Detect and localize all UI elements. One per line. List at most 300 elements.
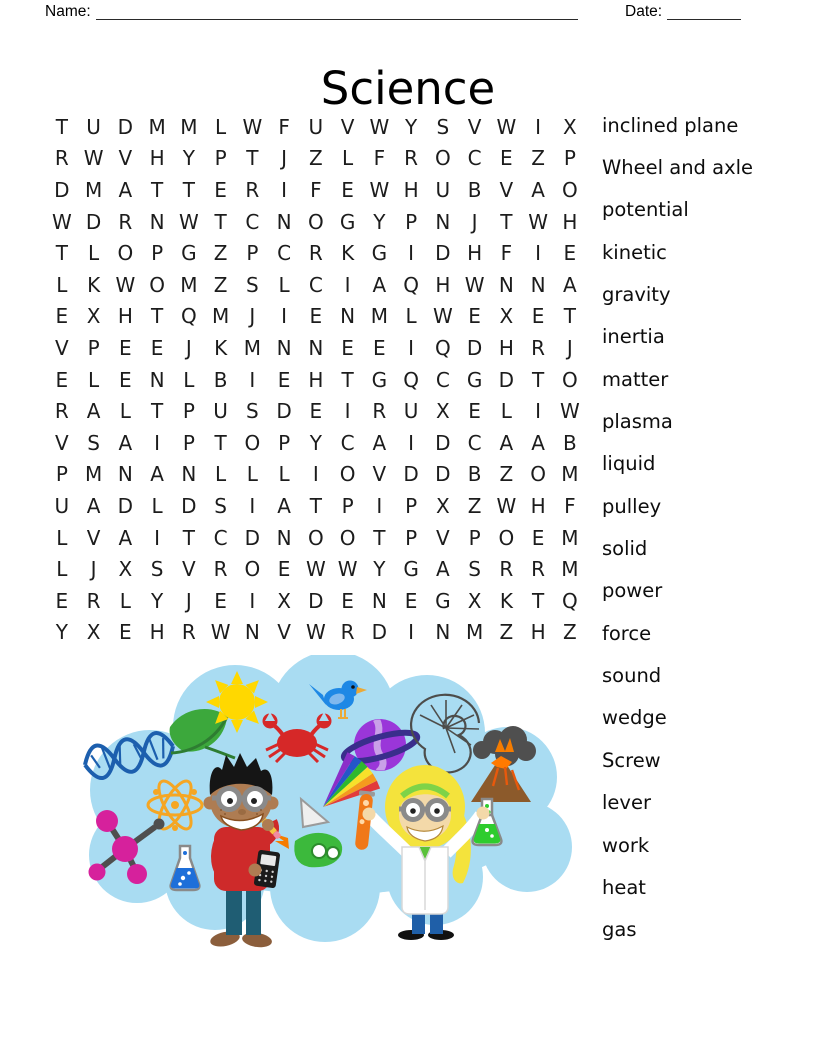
grid-letter[interactable]: R — [86, 588, 101, 613]
grid-letter[interactable]: N — [371, 588, 387, 613]
grid-letter[interactable]: J — [185, 335, 192, 360]
grid-letter[interactable]: V — [372, 462, 387, 487]
grid-letter[interactable]: L — [278, 272, 290, 297]
grid-letter[interactable]: E — [341, 588, 354, 613]
grid-letter[interactable]: M — [465, 620, 484, 645]
grid-letter[interactable]: I — [408, 620, 415, 645]
word-list-item: pulley — [602, 494, 662, 518]
grid-letter[interactable]: I — [376, 493, 383, 518]
grid-letter[interactable]: T — [151, 177, 164, 202]
grid-letter[interactable]: W — [337, 557, 358, 582]
grid-letter[interactable]: L — [119, 588, 131, 613]
grid-letter[interactable]: X — [436, 493, 450, 518]
grid-letter[interactable]: N — [435, 620, 451, 645]
grid-letter[interactable]: H — [308, 367, 324, 392]
grid-letter[interactable]: T — [246, 146, 259, 171]
grid-letter[interactable]: M — [561, 525, 579, 550]
grid-letter[interactable]: H — [149, 620, 165, 645]
grid-letter[interactable]: T — [341, 367, 354, 392]
grid-letter[interactable]: X — [118, 557, 133, 582]
grid-letter[interactable]: G — [371, 367, 388, 392]
grid-letter[interactable]: E — [309, 399, 323, 424]
grid-letter[interactable]: C — [213, 525, 228, 550]
grid-letter[interactable]: M — [211, 304, 230, 329]
grid-letter[interactable]: I — [408, 430, 415, 455]
grid-letter[interactable]: D — [466, 335, 483, 360]
grid-letter[interactable]: Z — [309, 146, 323, 171]
grid-letter[interactable]: I — [249, 493, 256, 518]
grid-letter[interactable]: W — [115, 272, 136, 297]
grid-letter[interactable]: H — [149, 146, 165, 171]
grid-letter[interactable]: G — [371, 241, 388, 266]
grid-letter[interactable]: W — [83, 146, 104, 171]
grid-letter[interactable]: J — [185, 588, 192, 613]
grid-letter[interactable]: F — [278, 114, 290, 139]
grid-letter[interactable]: C — [467, 146, 482, 171]
grid-letter[interactable]: N — [308, 335, 324, 360]
grid-letter[interactable]: R — [308, 241, 323, 266]
grid-letter[interactable]: B — [563, 430, 577, 455]
grid-letter[interactable]: G — [435, 588, 451, 613]
grid-letter[interactable]: X — [86, 620, 101, 645]
grid-letter[interactable]: E — [531, 525, 545, 550]
grid-letter[interactable]: E — [277, 557, 291, 582]
grid-letter[interactable]: I — [535, 241, 542, 266]
grid-letter[interactable]: J — [281, 146, 288, 171]
grid-letter[interactable]: R — [54, 146, 69, 171]
grid-letter[interactable]: H — [435, 272, 451, 297]
grid-letter[interactable]: X — [563, 114, 577, 139]
grid-letter[interactable]: V — [86, 525, 101, 550]
grid-letter[interactable]: V — [467, 114, 482, 139]
grid-letter[interactable]: W — [528, 209, 549, 234]
grid-letter[interactable]: O — [149, 272, 165, 297]
grid-letter[interactable]: D — [54, 177, 70, 202]
grid-letter[interactable]: W — [464, 272, 485, 297]
grid-letter[interactable]: C — [340, 430, 355, 455]
grid-letter[interactable]: T — [55, 114, 68, 139]
grid-letter[interactable]: K — [341, 241, 355, 266]
grid-letter[interactable]: R — [245, 177, 260, 202]
grid-letter[interactable]: Y — [309, 430, 322, 455]
grid-letter[interactable]: E — [150, 335, 164, 360]
grid-letter[interactable]: I — [408, 241, 415, 266]
grid-letter[interactable]: E — [277, 367, 291, 392]
grid-letter[interactable]: D — [403, 462, 419, 487]
grid-letter[interactable]: M — [180, 114, 198, 139]
grid-letter[interactable]: O — [244, 430, 261, 455]
grid-letter[interactable]: R — [181, 620, 196, 645]
grid-letter[interactable]: Y — [182, 146, 195, 171]
grid-letter[interactable]: Q — [181, 304, 197, 329]
grid-letter[interactable]: T — [151, 304, 164, 329]
grid-letter[interactable]: Y — [373, 209, 386, 234]
grid-letter[interactable]: S — [150, 557, 164, 582]
grid-letter[interactable]: O — [308, 525, 324, 550]
grid-letter[interactable]: T — [532, 588, 545, 613]
grid-letter[interactable]: L — [278, 462, 290, 487]
grid-letter[interactable]: V — [277, 620, 291, 645]
grid-letter[interactable]: I — [535, 399, 542, 424]
grid-letter[interactable]: X — [86, 304, 101, 329]
grid-letter[interactable]: U — [435, 177, 451, 202]
grid-letter[interactable]: A — [372, 430, 387, 455]
grid-letter[interactable]: E — [214, 177, 227, 202]
grid-letter[interactable]: L — [56, 557, 68, 582]
grid-letter[interactable]: L — [405, 304, 417, 329]
grid-letter[interactable]: Q — [403, 272, 419, 297]
grid-letter[interactable]: N — [181, 462, 197, 487]
grid-letter[interactable]: S — [87, 430, 100, 455]
grid-letter[interactable]: W — [496, 114, 517, 139]
grid-letter[interactable]: C — [277, 241, 292, 266]
grid-letter[interactable]: V — [182, 557, 196, 582]
grid-letter[interactable]: U — [403, 399, 419, 424]
grid-letter[interactable]: T — [309, 493, 322, 518]
grid-letter[interactable]: G — [339, 209, 356, 234]
grid-letter[interactable]: N — [244, 620, 260, 645]
grid-letter[interactable]: M — [243, 335, 261, 360]
grid-letter[interactable]: D — [244, 525, 261, 550]
grid-letter[interactable]: O — [117, 241, 134, 266]
grid-letter[interactable]: L — [500, 399, 512, 424]
grid-letter[interactable]: E — [468, 304, 481, 329]
grid-letter[interactable]: K — [87, 272, 101, 297]
grid-letter[interactable]: H — [562, 209, 578, 234]
grid-letter[interactable]: T — [182, 525, 195, 550]
grid-letter[interactable]: X — [467, 588, 482, 613]
grid-letter[interactable]: D — [276, 399, 292, 424]
grid-letter[interactable]: H — [530, 620, 546, 645]
grid-letter[interactable]: P — [468, 525, 481, 550]
grid-letter[interactable]: A — [118, 430, 133, 455]
grid-letter[interactable]: N — [276, 335, 292, 360]
word-list-item: work — [602, 833, 650, 857]
grid-letter[interactable]: Z — [563, 620, 577, 645]
grid-letter[interactable]: B — [213, 367, 228, 392]
grid-letter[interactable]: F — [500, 241, 513, 266]
grid-letter[interactable]: W — [369, 177, 390, 202]
grid-letter[interactable]: X — [277, 588, 291, 613]
grid-letter[interactable]: E — [55, 367, 69, 392]
grid-letter[interactable]: T — [214, 209, 227, 234]
grid-letter[interactable]: N — [117, 462, 133, 487]
grid-letter[interactable]: M — [148, 114, 166, 139]
grid-letter[interactable]: G — [466, 367, 483, 392]
date-input-line[interactable] — [667, 2, 741, 20]
grid-letter[interactable]: K — [214, 335, 228, 360]
grid-letter[interactable]: P — [563, 146, 576, 171]
grid-letter[interactable]: Q — [562, 588, 578, 613]
grid-letter[interactable]: O — [339, 462, 356, 487]
grid-letter[interactable]: Q — [435, 335, 451, 360]
grid-letter[interactable]: R — [54, 399, 69, 424]
name-label: Name: — [45, 3, 91, 20]
grid-letter[interactable]: D — [117, 114, 134, 139]
grid-letter[interactable]: L — [151, 493, 163, 518]
grid-letter[interactable]: A — [277, 493, 291, 518]
grid-letter[interactable]: E — [214, 588, 227, 613]
grid-letter[interactable]: L — [88, 367, 100, 392]
grid-letter[interactable]: N — [340, 304, 356, 329]
grid-letter[interactable]: A — [86, 399, 101, 424]
grid-letter[interactable]: C — [435, 367, 450, 392]
grid-letter[interactable]: R — [499, 557, 514, 582]
grid-letter[interactable]: C — [308, 272, 323, 297]
grid-letter[interactable]: E — [341, 335, 354, 360]
grid-letter[interactable]: D — [371, 620, 388, 645]
grid-letter[interactable]: V — [436, 525, 450, 550]
grid-letter[interactable]: R — [404, 146, 419, 171]
grid-letter[interactable]: U — [54, 493, 70, 518]
grid-letter[interactable]: E — [500, 146, 513, 171]
grid-letter[interactable]: I — [408, 335, 415, 360]
grid-letter[interactable]: T — [532, 367, 545, 392]
grid-letter[interactable]: J — [249, 304, 256, 329]
grid-letter[interactable]: W — [496, 493, 517, 518]
grid-letter[interactable]: D — [117, 493, 134, 518]
grid-letter[interactable]: W — [178, 209, 199, 234]
grid-letter[interactable]: S — [468, 557, 481, 582]
grid-letter[interactable]: H — [498, 335, 514, 360]
grid-letter[interactable]: Z — [467, 493, 482, 518]
grid-letter[interactable]: W — [369, 114, 390, 139]
grid-letter[interactable]: A — [372, 272, 387, 297]
grid-letter[interactable]: I — [344, 272, 351, 297]
grid-letter[interactable]: T — [373, 525, 386, 550]
science-illustration — [75, 655, 575, 970]
grid-letter[interactable]: P — [55, 462, 68, 487]
word-search-grid[interactable] — [46, 111, 586, 648]
grid-letter[interactable]: E — [563, 241, 577, 266]
grid-letter[interactable]: E — [119, 620, 132, 645]
grid-letter[interactable]: J — [90, 557, 97, 582]
grid-letter[interactable]: P — [278, 430, 291, 455]
grid-letter[interactable]: E — [119, 367, 132, 392]
grid-letter[interactable]: P — [405, 209, 418, 234]
grid-letter[interactable]: O — [562, 367, 578, 392]
grid-letter[interactable]: O — [244, 557, 261, 582]
grid-letter[interactable]: L — [88, 241, 100, 266]
grid-letter[interactable]: Z — [499, 462, 514, 487]
grid-letter[interactable]: W — [305, 620, 326, 645]
grid-letter[interactable]: S — [246, 272, 259, 297]
grid-letter[interactable]: F — [373, 146, 386, 171]
grid-letter[interactable]: E — [531, 304, 545, 329]
grid-letter[interactable]: N — [149, 367, 165, 392]
grid-letter[interactable]: M — [180, 272, 198, 297]
grid-letter[interactable]: O — [435, 146, 451, 171]
grid-letter[interactable]: I — [344, 399, 351, 424]
grid-letter[interactable]: L — [119, 399, 131, 424]
grid-letter[interactable]: D — [435, 462, 451, 487]
grid-letter[interactable]: U — [308, 114, 324, 139]
grid-letter[interactable]: T — [214, 430, 227, 455]
grid-letter[interactable]: Y — [55, 620, 68, 645]
grid-letter[interactable]: H — [403, 177, 419, 202]
grid-letter[interactable]: D — [181, 493, 197, 518]
grid-letter[interactable]: L — [183, 367, 195, 392]
grid-letter[interactable]: Y — [373, 557, 386, 582]
grid-letter[interactable]: A — [499, 430, 514, 455]
grid-letter[interactable]: A — [563, 272, 577, 297]
grid-letter[interactable]: L — [215, 114, 227, 139]
grid-letter[interactable]: R — [340, 620, 355, 645]
grid-letter[interactable]: T — [500, 209, 513, 234]
grid-letter[interactable]: E — [55, 588, 69, 613]
grid-letter[interactable]: P — [246, 241, 259, 266]
grid-letter[interactable]: N — [435, 209, 451, 234]
puzzle-title: Science — [320, 62, 496, 116]
grid-letter[interactable]: I — [281, 304, 288, 329]
grid-letter[interactable]: W — [305, 557, 326, 582]
grid-letter[interactable]: H — [467, 241, 483, 266]
grid-letter[interactable]: L — [342, 146, 354, 171]
grid-letter[interactable]: Y — [151, 588, 164, 613]
grid-letter[interactable]: V — [499, 177, 514, 202]
grid-letter[interactable]: A — [531, 177, 545, 202]
grid-letter[interactable]: A — [531, 430, 545, 455]
grid-letter[interactable]: Z — [213, 272, 228, 297]
grid-letter[interactable]: V — [55, 430, 69, 455]
grid-letter[interactable]: D — [435, 241, 451, 266]
grid-letter[interactable]: F — [564, 493, 576, 518]
grid-letter[interactable]: T — [563, 304, 576, 329]
grid-letter[interactable]: R — [372, 399, 387, 424]
grid-letter[interactable]: O — [308, 209, 324, 234]
grid-letter[interactable]: P — [214, 146, 227, 171]
grid-letter[interactable]: D — [85, 209, 102, 234]
grid-letter[interactable]: O — [530, 462, 546, 487]
grid-letter[interactable]: W — [559, 399, 580, 424]
grid-letter[interactable]: M — [561, 462, 579, 487]
grid-letter[interactable]: E — [341, 177, 354, 202]
grid-letter[interactable]: C — [467, 430, 482, 455]
grid-letter[interactable]: I — [281, 177, 288, 202]
grid-letter[interactable]: G — [403, 557, 419, 582]
grid-letter[interactable]: P — [341, 493, 354, 518]
grid-letter[interactable]: W — [210, 620, 231, 645]
grid-letter[interactable]: P — [182, 430, 195, 455]
grid-letter[interactable]: A — [86, 493, 101, 518]
grid-letter[interactable]: I — [312, 462, 319, 487]
grid-letter[interactable]: B — [467, 462, 482, 487]
grid-letter[interactable]: W — [432, 304, 453, 329]
grid-letter[interactable]: P — [182, 399, 195, 424]
grid-letter[interactable]: J — [471, 209, 478, 234]
grid-letter[interactable]: M — [84, 462, 103, 487]
grid-letter[interactable]: I — [249, 588, 256, 613]
grid-letter[interactable]: S — [436, 114, 450, 139]
grid-letter[interactable]: U — [213, 399, 228, 424]
grid-letter[interactable]: G — [181, 241, 197, 266]
grid-letter[interactable]: Y — [405, 114, 418, 139]
grid-letter[interactable]: D — [498, 367, 515, 392]
grid-letter[interactable]: N — [276, 525, 292, 550]
grid-letter[interactable]: E — [373, 335, 386, 360]
grid-letter[interactable]: M — [370, 304, 388, 329]
grid-letter[interactable]: L — [56, 525, 68, 550]
grid-letter[interactable]: W — [242, 114, 263, 139]
grid-letter[interactable]: P — [405, 493, 418, 518]
grid-letter[interactable]: E — [309, 304, 323, 329]
grid-letter[interactable]: E — [119, 335, 132, 360]
grid-letter[interactable]: W — [51, 209, 72, 234]
grid-letter[interactable]: R — [531, 335, 546, 360]
grid-letter[interactable]: Q — [403, 367, 419, 392]
grid-letter[interactable]: P — [405, 525, 418, 550]
grid-letter[interactable]: R — [213, 557, 228, 582]
grid-letter[interactable]: B — [467, 177, 482, 202]
grid-letter[interactable]: A — [118, 177, 133, 202]
grid-letter[interactable]: M — [84, 177, 103, 202]
grid-letter[interactable]: R — [531, 557, 546, 582]
grid-letter[interactable]: D — [435, 430, 451, 455]
grid-letter[interactable]: U — [86, 114, 101, 139]
grid-letter[interactable]: P — [87, 335, 100, 360]
grid-letter[interactable]: D — [308, 588, 324, 613]
grid-letter[interactable]: N — [530, 272, 546, 297]
grid-letter[interactable]: T — [55, 241, 68, 266]
grid-letter[interactable]: L — [246, 462, 258, 487]
grid-letter[interactable]: X — [499, 304, 514, 329]
grid-letter[interactable]: V — [118, 146, 133, 171]
name-input-line[interactable] — [96, 2, 578, 20]
grid-letter[interactable]: N — [149, 209, 165, 234]
grid-letter[interactable]: A — [436, 557, 450, 582]
grid-letter[interactable]: Z — [213, 241, 228, 266]
grid-letter[interactable]: E — [55, 304, 69, 329]
grid-letter[interactable]: I — [154, 525, 161, 550]
grid-letter[interactable]: H — [530, 493, 546, 518]
grid-letter[interactable]: X — [436, 399, 450, 424]
grid-letter[interactable]: F — [310, 177, 322, 202]
grid-letter[interactable]: O — [562, 177, 578, 202]
grid-letter[interactable]: Z — [531, 146, 545, 171]
grid-letter[interactable]: N — [498, 272, 514, 297]
grid-letter[interactable]: I — [154, 430, 161, 455]
word-list-item: inertia — [602, 325, 665, 349]
grid-letter[interactable]: L — [215, 462, 227, 487]
grid-letter[interactable]: I — [249, 367, 256, 392]
grid-letter[interactable]: N — [276, 209, 292, 234]
grid-letter[interactable]: E — [404, 588, 418, 613]
grid-letter[interactable]: O — [339, 525, 356, 550]
grid-letter[interactable]: K — [499, 588, 513, 613]
word-list-item: Screw — [602, 748, 661, 772]
grid-letter[interactable]: T — [151, 399, 164, 424]
grid-letter[interactable]: L — [56, 272, 68, 297]
grid-letter[interactable]: V — [340, 114, 355, 139]
grid-letter[interactable]: M — [561, 557, 579, 582]
grid-letter[interactable]: E — [468, 399, 481, 424]
word-list-item: inclined plane — [602, 113, 739, 137]
grid-letter[interactable]: T — [182, 177, 195, 202]
grid-letter[interactable]: A — [118, 525, 133, 550]
grid-letter[interactable]: P — [151, 241, 164, 266]
grid-letter[interactable]: Z — [499, 620, 514, 645]
grid-letter[interactable]: C — [245, 209, 260, 234]
grid-letter[interactable]: O — [498, 525, 515, 550]
grid-letter[interactable]: S — [214, 493, 227, 518]
grid-letter[interactable]: H — [117, 304, 133, 329]
grid-letter[interactable]: R — [118, 209, 133, 234]
grid-letter[interactable]: S — [246, 399, 259, 424]
grid-letter[interactable]: A — [150, 462, 164, 487]
grid-letter[interactable]: J — [566, 335, 573, 360]
grid-letter[interactable]: V — [55, 335, 69, 360]
grid-letter[interactable]: I — [535, 114, 542, 139]
